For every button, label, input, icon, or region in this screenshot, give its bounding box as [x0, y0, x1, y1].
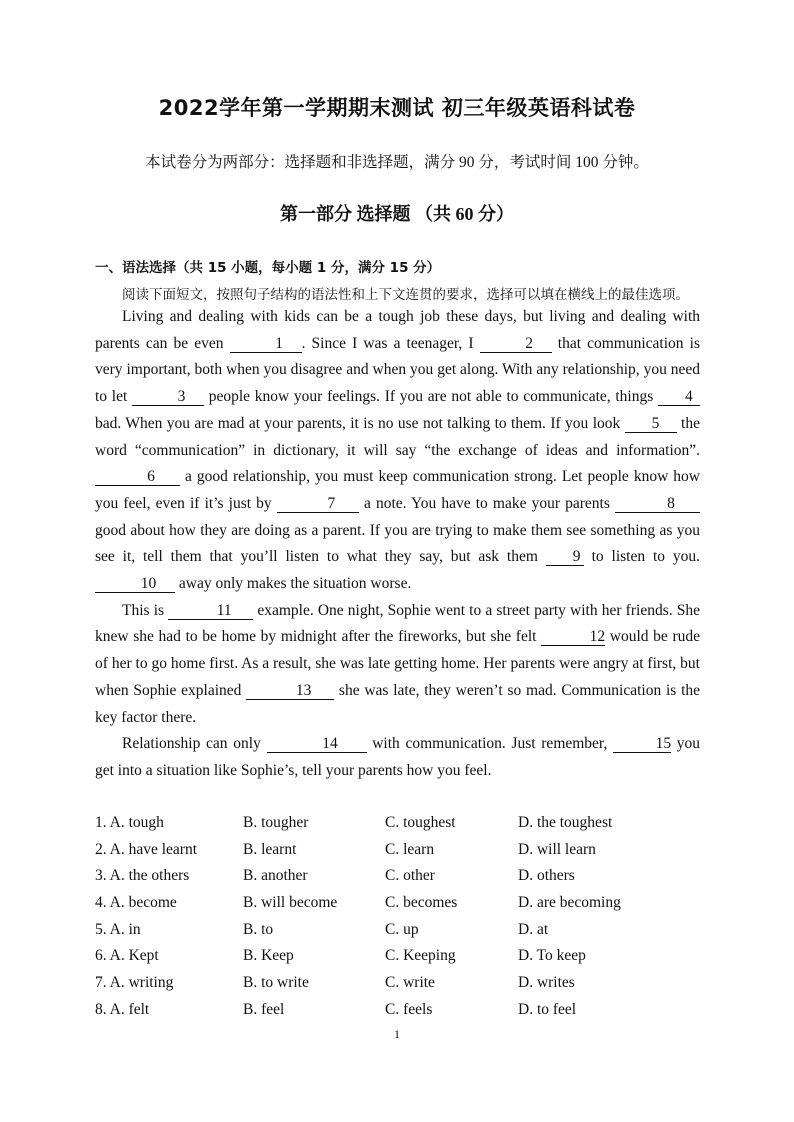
- passage-text: with communication. Just remember,: [366, 735, 614, 753]
- passage-text: you get into a situation like Sophie’s, tell your parents how you feel.: [95, 735, 701, 779]
- option-c: C. up: [385, 920, 419, 938]
- option-b: B. will become: [243, 894, 338, 912]
- question-row: [95, 997, 715, 1024]
- passage-text: This is: [122, 601, 169, 619]
- option-b: B. to write: [243, 974, 309, 992]
- blank-10: 10: [95, 575, 175, 593]
- passage-text: Relationship can only: [122, 735, 267, 753]
- option-c: C. write: [385, 974, 435, 992]
- option-c: C. learn: [385, 840, 435, 858]
- blank-9: 9: [546, 548, 584, 566]
- question-row: [95, 810, 715, 837]
- section-instructions: 阅读下面短文，按照句子结构的语法性和上下文连贯的要求，选择可以填在横线上的最佳选项。: [122, 287, 689, 302]
- option-b: B. tougher: [243, 814, 309, 831]
- section-heading: 一、语法选择（共 15 小题，每小题 1 分，满分 15 分）: [95, 260, 441, 276]
- passage-text: a note. You have to make your parents: [358, 494, 615, 512]
- blank-5: 5: [625, 415, 677, 433]
- option-a: 8. A. felt: [95, 1000, 150, 1018]
- reading-passage: [95, 304, 700, 785]
- option-a: 6. A. Kept: [95, 947, 159, 965]
- answer-options: [95, 810, 715, 1024]
- option-a: 1. A. tough: [95, 814, 164, 831]
- option-a: 4. A. become: [95, 894, 177, 912]
- blank-13: 13: [246, 682, 334, 700]
- option-b: B. learnt: [243, 840, 297, 858]
- passage-text: a good relationship, you must keep communication strong. Let people know how you feel, even if it’s just by: [95, 468, 700, 512]
- passage-text: the word “communication” in dictionary, it will say “the exchange of ideas and information”.: [95, 414, 700, 459]
- blank-7: 7: [277, 495, 359, 513]
- passage-text: that communication is very important, both when you disagree and when you get along. With any relationship, you need to let: [95, 334, 700, 406]
- passage-text: away only makes the situation worse.: [175, 575, 412, 593]
- passage-text: would be rude of her to go home first. As a result, she was late getting home. Her parents were angry at first, but when Sophie explained: [95, 628, 700, 699]
- option-c: C. toughest: [385, 814, 456, 831]
- passage-paragraph-1: [95, 304, 700, 598]
- passage-text: bad. When you are mad at your parents, it is no use not talking to them. If you look: [95, 414, 625, 432]
- option-c: C. Keeping: [385, 947, 456, 965]
- passage-text: she was late, they weren’t so mad. Communication is the key factor there.: [95, 681, 701, 726]
- passage-paragraph-3: [95, 731, 700, 784]
- blank-3: 3: [132, 388, 204, 406]
- passage-text: . Since I was a teenager, I: [301, 334, 480, 352]
- option-c: C. other: [385, 867, 435, 885]
- question-row: [95, 917, 715, 944]
- option-b: B. another: [243, 867, 308, 885]
- blank-1: 1: [230, 335, 302, 353]
- option-b: B. to: [243, 920, 274, 938]
- blank-14: 14: [267, 735, 367, 753]
- blank-15: 15: [613, 735, 671, 753]
- blank-2: 2: [480, 335, 552, 353]
- option-d: D. will learn: [518, 840, 596, 858]
- part-title: 第一部分 选择题 （共 60 分）: [280, 204, 514, 224]
- option-a: 3. A. the others: [95, 867, 190, 885]
- blank-11: 11: [168, 602, 253, 620]
- option-d: D. others: [518, 867, 575, 885]
- passage-text: example. One night, Sophie went to a street party with her friends. She knew she had to be home by midnight after the fireworks, but she felt: [95, 601, 700, 646]
- blank-6: 6: [95, 468, 180, 486]
- option-d: D. are becoming: [518, 894, 621, 912]
- page-number: 1: [394, 1027, 400, 1041]
- blank-8: 8: [615, 495, 700, 513]
- option-d: D. to feel: [518, 1000, 577, 1018]
- question-row: [95, 943, 715, 970]
- option-a: 5. A. in: [95, 920, 141, 938]
- option-b: B. Keep: [243, 947, 294, 965]
- question-row: [95, 863, 715, 890]
- option-d: D. the toughest: [518, 814, 613, 831]
- option-a: 7. A. writing: [95, 974, 174, 992]
- passage-text: good about how they are doing as a parent. If you are trying to make them see something as you see it, tell them that you’ll listen to what they say, but ask them: [95, 521, 700, 566]
- passage-paragraph-2: [95, 598, 700, 732]
- option-d: D. writes: [518, 974, 575, 992]
- passage-text: people know your feelings. If you are not able to communicate, things: [204, 388, 658, 406]
- exam-title: 2022学年第一学期期末测试 初三年级英语科试卷: [158, 96, 636, 120]
- passage-text: Living and dealing with kids can be a tough job these days, but living and dealing with parents can be even: [95, 308, 700, 352]
- option-c: C. feels: [385, 1000, 433, 1018]
- blank-4: 4: [658, 388, 700, 406]
- question-row: [95, 970, 715, 997]
- passage-text: to listen to you.: [583, 548, 701, 566]
- exam-intro: 本试卷分为两部分：选择题和非选择题，满分 90 分，考试时间 100 分钟。: [145, 154, 649, 171]
- option-a: 2. A. have learnt: [95, 840, 198, 858]
- option-b: B. feel: [243, 1000, 285, 1018]
- option-d: D. at: [518, 920, 549, 938]
- question-row: [95, 890, 715, 917]
- option-c: C. becomes: [385, 894, 458, 912]
- question-row: [95, 837, 715, 864]
- option-d: D. To keep: [518, 947, 586, 965]
- blank-12: 12: [541, 628, 605, 646]
